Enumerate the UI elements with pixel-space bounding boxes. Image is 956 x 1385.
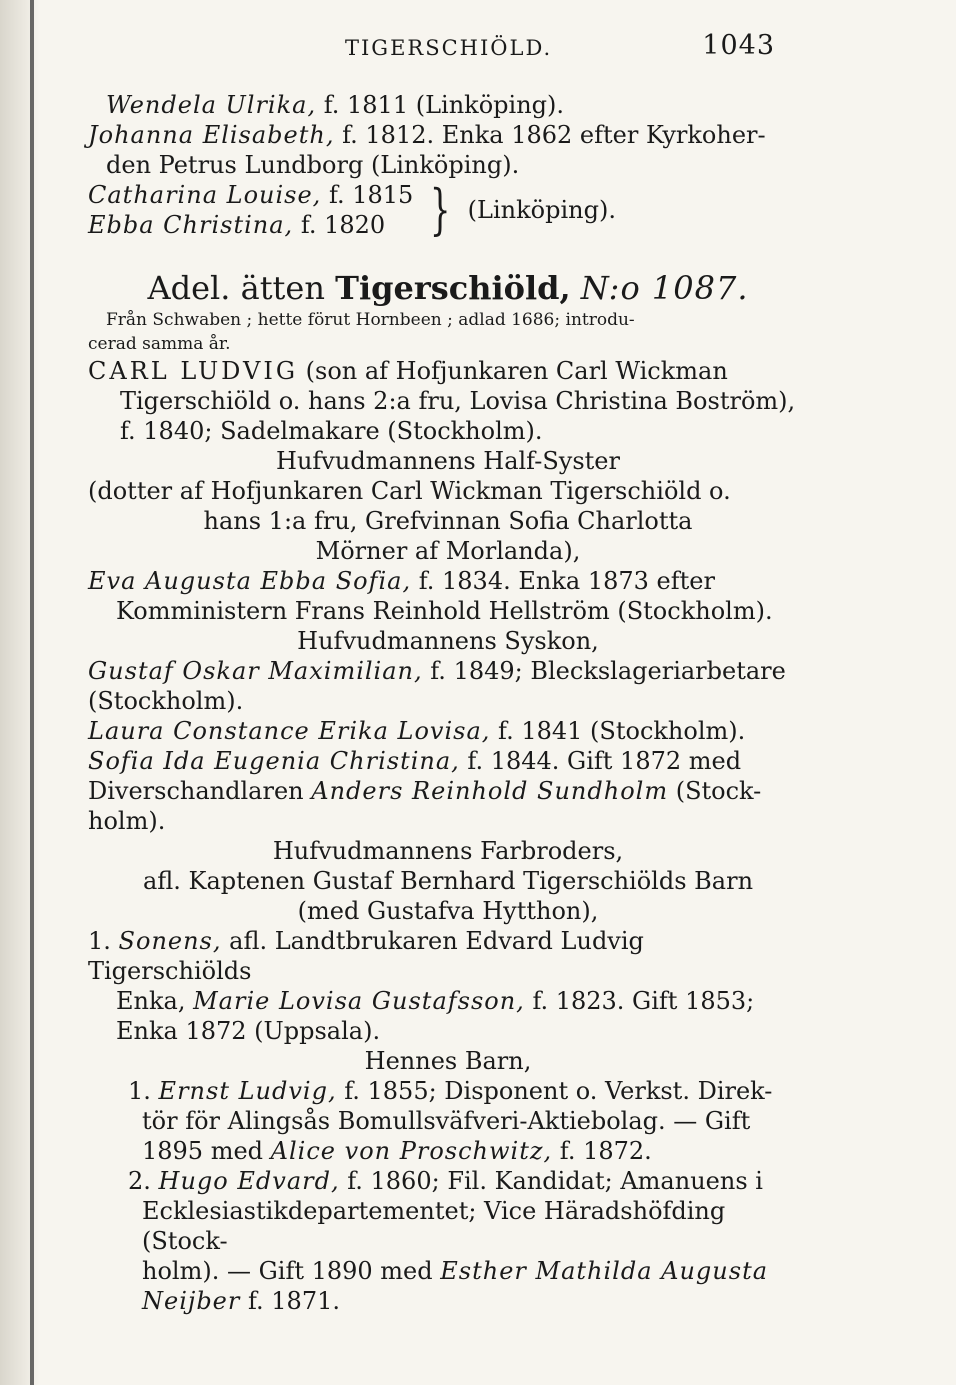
farbroders-line1: afl. Kaptenen Gustaf Bernhard Tigerschiölds Barn [142,867,754,895]
brace-entries [88,180,413,240]
entry-text: f. 1872. [559,1137,652,1165]
entry-name: Gustaf Oskar Maximilian, [88,657,423,685]
entry-eva-line2: Komministern Frans Reinhold Hellström (Stockholm). [116,597,773,625]
half-syster-line1: (dotter af Hofjunkaren Carl Wickman Tigerschiöld o. [88,477,731,505]
spouse-surname: Neijber [142,1287,241,1315]
entry-text: f. 1834. Enka 1873 efter [418,567,715,595]
entry-text: f. 1841 (Stockholm). [498,717,746,745]
person-name: CARL LUDVIG [88,357,298,385]
entry-catharina [88,180,413,210]
entry-text: Enka, [116,987,186,1015]
page-edge-shadow [0,0,40,1385]
spouse-name: Anders Reinhold Sundholm [311,777,669,805]
entry-sofia-line3: holm). [88,807,166,835]
entry-eva [88,566,808,596]
head-of-family-line3: f. 1840; Sadelmakare (Stockholm). [120,417,543,445]
entry-name: Sonens, [118,927,222,955]
entry-text: f. 1815 [328,181,414,209]
family-number: N:o 1087. [580,269,749,307]
entry-name: Wendela Ulrika, [106,91,317,119]
entry-text: afl. Landtbrukaren Edvard Ludvig Tigerschiölds [88,927,644,985]
entry-text: f. 1860; Fil. Kandidat; Amanuens i [347,1167,763,1195]
entry-name: Sofia Ida Eugenia Christina, [88,747,460,775]
list-item-sonens-line2 [88,986,808,1016]
list-number: 1. [88,927,111,955]
entry-continuation: den Petrus Lundborg (Linköping). [106,151,520,179]
entry-text: f. 1871. [248,1287,340,1315]
list-item-hugo-line4 [88,1286,808,1316]
head-of-family [88,356,808,386]
heading-prefix: Adel. ätten [147,269,325,307]
binding-line [30,0,34,1385]
entry-text: holm). — Gift 1890 med [142,1257,433,1285]
family-name: Tigerschiöld, [335,269,571,307]
half-syster-line2: hans 1:a fru, Grefvinnan Sofia Charlotta [203,507,693,535]
entry-name: Ebba Christina, [88,211,294,239]
spouse-name: Alice von Proschwitz, [270,1137,553,1165]
entry-text: Diverschandlaren [88,777,304,805]
entry-gustaf-line2: (Stockholm). [88,687,244,715]
entry-sofia-line2 [88,776,808,806]
brace-place: (Linköping). [467,196,616,224]
entry-text: f. 1820 [300,211,386,239]
section-heading-syskon: Hufvudmannens Syskon, [297,627,599,655]
half-syster-line3: Mörner af Morlanda), [315,537,581,565]
entry-text: f. 1823. Gift 1853; [532,987,755,1015]
family-note: Från Schwaben ; hette förut Hornbeen ; adlad 1686; introdu- [106,310,635,330]
farbroders-line2: (med Gustafva Hytthon), [297,897,599,925]
list-item-ernst [88,1076,808,1106]
family-heading [88,268,808,308]
list-item-hugo [88,1166,808,1196]
entry-text: f. 1811 (Linköping). [323,91,565,119]
entry-text: f. 1844. Gift 1872 med [467,747,742,775]
section-heading-half-syster: Hufvudmannens Half-Syster [276,447,620,475]
page-number: 1043 [702,30,775,61]
brace-glyph: } [430,178,451,241]
entry-text: f. 1812. Enka 1862 efter Kyrkoher- [342,121,766,149]
page-body [88,90,808,1316]
list-item-hugo-line2: Ecklesiastikdepartementet; Vice Häradshöfding (Stock- [142,1197,726,1255]
entry-name: Johanna Elisabeth, [88,121,335,149]
list-item-sonens [88,926,808,986]
entry-text: f. 1855; Disponent o. Verkst. Direk- [344,1077,773,1105]
list-item-hugo-line3 [88,1256,808,1286]
entry-sofia [88,746,808,776]
person-text: (son af Hofjunkaren Carl Wickman [305,357,728,385]
list-number: 2. [128,1167,151,1195]
spouse-name: Marie Lovisa Gustafsson, [193,987,525,1015]
entry-name: Catharina Louise, [88,181,322,209]
page-header [345,30,775,70]
entry-laura [88,716,808,746]
family-note-cont: cerad samma år. [88,334,231,354]
entry-text: (Stock- [675,777,762,805]
section-heading-farbroders: Hufvudmannens Farbroders, [272,837,624,865]
spouse-name: Esther Mathilda Augusta [440,1257,769,1285]
brace-group [88,180,808,240]
entry-name: Ernst Ludvig, [158,1077,337,1105]
entry-name: Eva Augusta Ebba Sofia, [88,567,412,595]
section-heading-hennes-barn: Hennes Barn, [364,1047,532,1075]
entry-ebba [88,210,413,240]
list-item-ernst-line2: tör för Alingsås Bomullsväfveri-Aktiebolag. — Gift [142,1107,751,1135]
entry-name: Laura Constance Erika Lovisa, [88,717,491,745]
entry-text: f. 1849; Bleckslageriarbetare [430,657,786,685]
entry-johanna [88,120,808,150]
entry-text: 1895 med [142,1137,264,1165]
list-item-sonens-line3: Enka 1872 (Uppsala). [116,1017,381,1045]
list-number: 1. [128,1077,151,1105]
running-title: TIGERSCHIÖLD. [345,36,553,60]
head-of-family-line2: Tigerschiöld o. hans 2:a fru, Lovisa Christina Boström), [120,387,796,415]
entry-gustaf [88,656,808,686]
entry-name: Hugo Edvard, [158,1167,340,1195]
entry-wendela [88,90,808,120]
list-item-ernst-line3 [88,1136,808,1166]
